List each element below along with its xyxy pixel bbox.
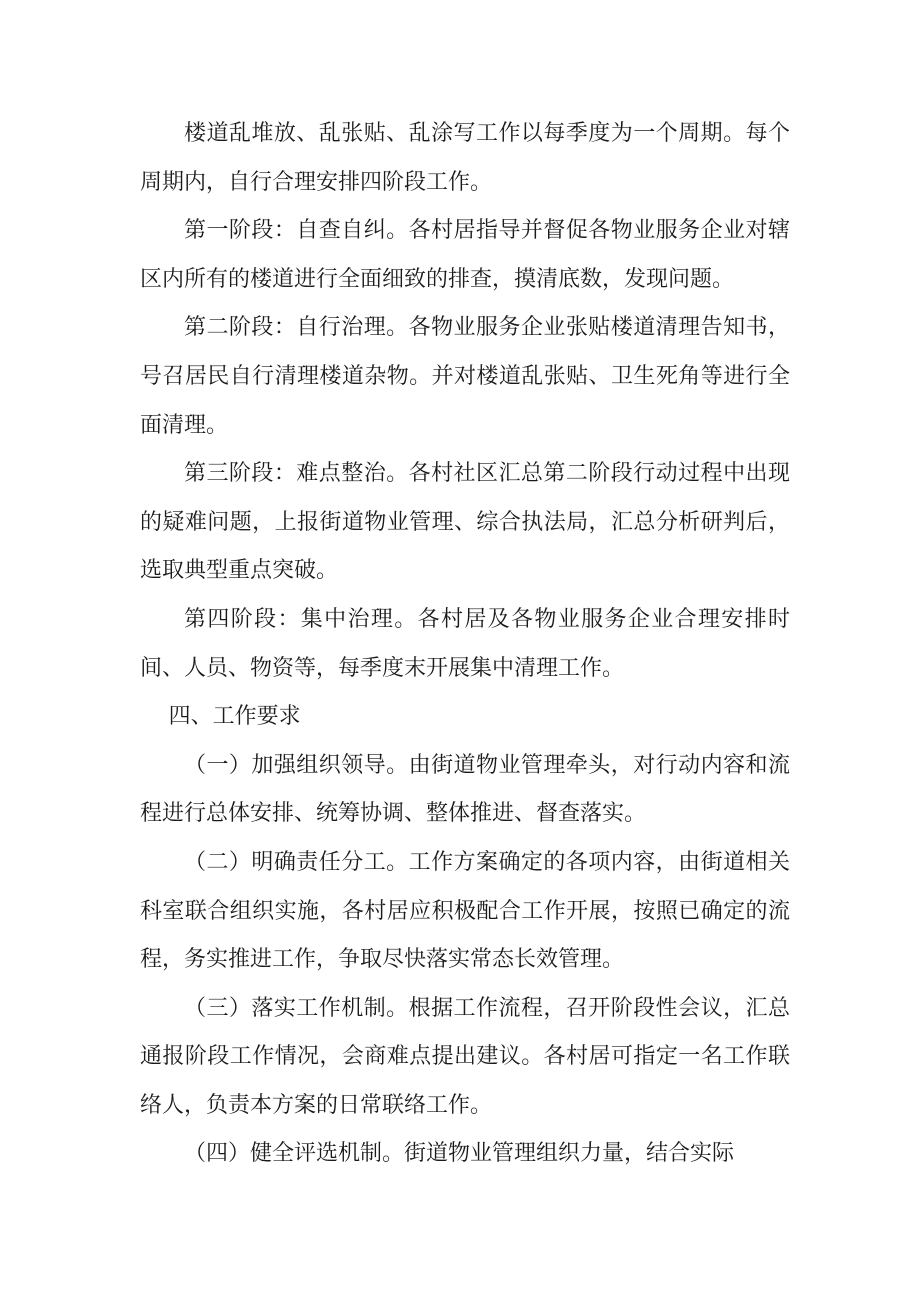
paragraph-requirement-three: （三）落实工作机制。根据工作流程，召开阶段性会议，汇总通报阶段工作情况，会商难点提出建议。各村居可指定一名工作联络人，负责本方案的日常联络工作。 (140, 995, 790, 1118)
paragraph-requirement-one: （一）加强组织领导。由街道物业管理牵头，对行动内容和流程进行总体安排、统筹协调、整体推进、督查落实。 (140, 752, 790, 827)
section-heading-requirements: 四、工作要求 (168, 704, 301, 730)
paragraph-requirement-four: （四）健全评选机制。街道物业管理组织力量，结合实际 (184, 1141, 735, 1167)
paragraph-stage-four: 第四阶段：集中治理。各村居及各物业服务企业合理安排时间、人员、物资等，每季度末开展集中清理工作。 (140, 606, 790, 681)
paragraph-stage-two: 第二阶段：自行治理。各物业服务企业张贴楼道清理告知书，号召居民自行清理楼道杂物。并对楼道乱张贴、卫生死角等进行全面清理。 (140, 315, 790, 438)
paragraph-stage-one: 第一阶段：自查自纠。各村居指导并督促各物业服务企业对辖区内所有的楼道进行全面细致的排查，摸清底数，发现问题。 (140, 218, 790, 292)
paragraph-requirement-two: （二）明确责任分工。工作方案确定的各项内容，由街道相关科室联合组织实施，各村居应积极配合工作开展，按照已确定的流程，务实推进工作，争取尽快落实常态长效管理。 (140, 849, 790, 973)
document-body (140, 110, 790, 1179)
paragraph-stage-three: 第三阶段：难点整治。各村社区汇总第二阶段行动过程中出现的疑难问题，上报街道物业管理、综合执法局，汇总分析研判后，选取典型重点突破。 (140, 461, 790, 584)
paragraph-cycle: 楼道乱堆放、乱张贴、乱涂写工作以每季度为一个周期。每个周期内，自行合理安排四阶段工作。 (140, 121, 790, 195)
